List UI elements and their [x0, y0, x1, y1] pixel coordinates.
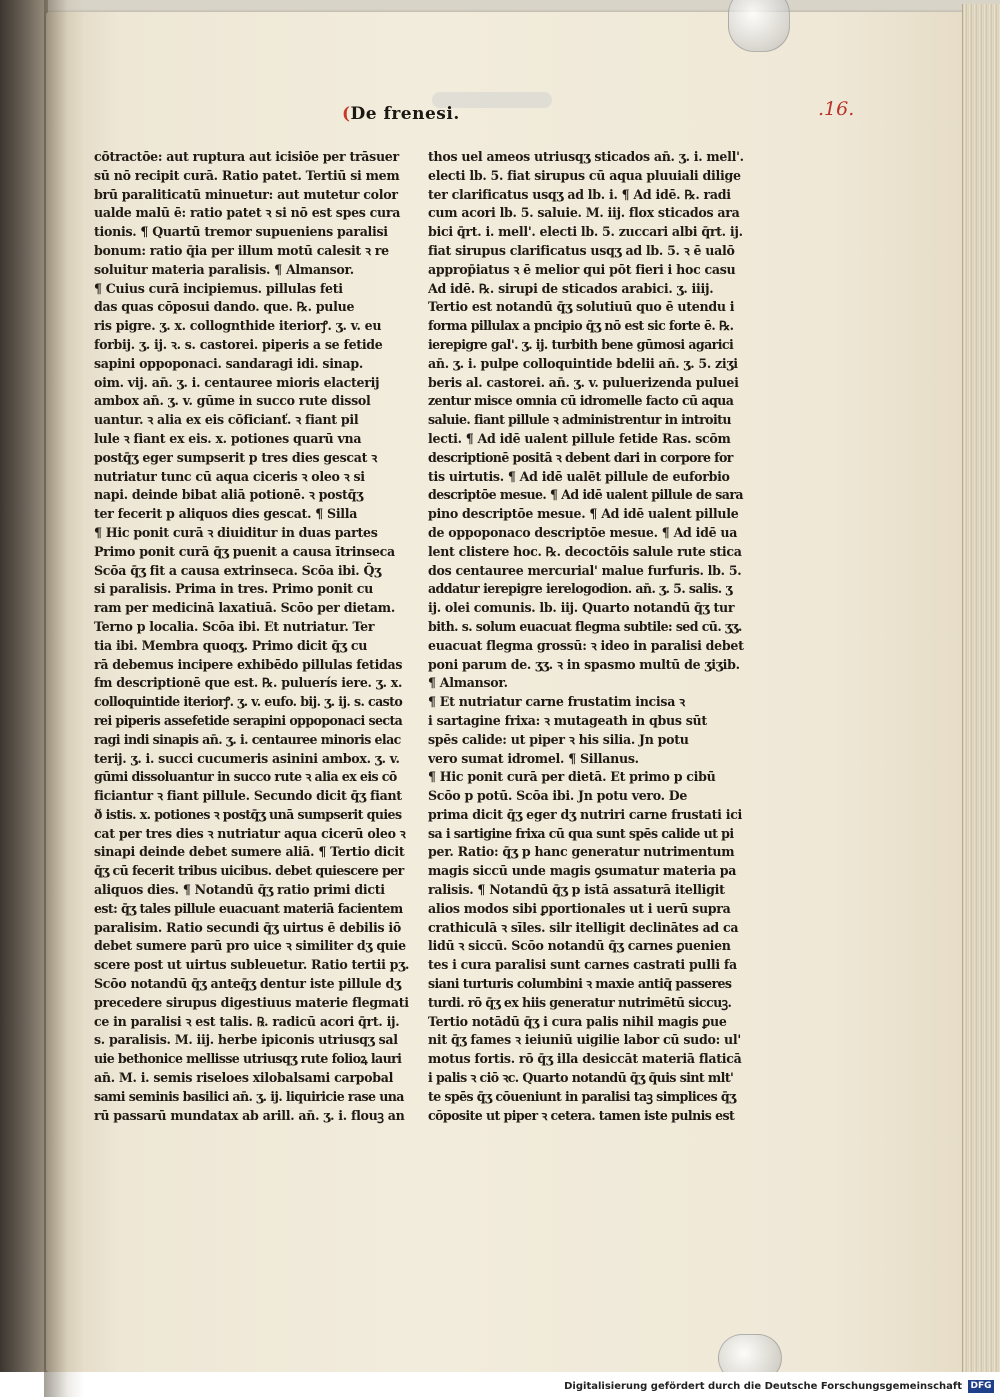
text-line: electi lb. 5. fiat sirupus cū aqua pluuiali dilige [428, 167, 741, 183]
text-line: per. Ratio: q̄ʒ p hanc generatur nutrimentum [428, 844, 735, 860]
text-line: tis uirtutis. ¶ Ad idē ualēt pillule de euforbio [428, 468, 730, 484]
text-line: ¶ Hic ponit curā per dietā. Et primo p cibū [428, 769, 716, 785]
text-line: magis siccū unde magis ꝯsumatur materia pa [428, 863, 737, 879]
text-line: nit q̄ʒ fames ꝛ ieiuniū uigilie labor cū sudo: ul' [428, 1032, 741, 1048]
text-line: turdi. rō q̄ʒ ex hiis generatur nutrimētū siccuꝫ. [428, 994, 732, 1010]
text-line: scere post ut uirtus subleuetur. Ratio tertii pʒ. [94, 957, 410, 973]
text-line: colloquintide iteriorꝭ. ʒ. v. eufo. bij. ʒ. ij. s. casto [94, 694, 403, 710]
text-line: ficiantur ꝛ fiant pillule. Secundo dicit q̄ʒ fiant [94, 788, 402, 804]
text-line: sa i sartigine frixa cū qua sunt spēs calide ut pi [428, 825, 734, 841]
text-line: lent clistere hoc. ℞. decoctōis salule rute stica [428, 543, 742, 559]
text-column-left [94, 148, 410, 1125]
text-line: debet sumere parū pro uice ꝛ similiter dʒ quie [94, 938, 406, 954]
text-line: Terno p localia. Scōa ibi. Et nutriatur. Ter [94, 618, 375, 634]
text-line: i palis ꝛ ciō ꝛc. Quarto notandū q̄ʒ q̄uis sint mlt' [428, 1070, 734, 1086]
text-line: uie bethonice mellisse utriusqʒ rute folioꝝ lauri [94, 1051, 402, 1067]
text-line: te spēs q̄ʒ cōueniunt in paralisi taꝫ simplices q̄ʒ [428, 1088, 736, 1104]
text-line: Scōo p potū. Scōa ibi. Jn potu vero. De [428, 788, 688, 804]
text-line: an̄. ʒ. i. pulpe colloquintide bdelii an̄. ʒ. 5. ziʒi [428, 355, 738, 371]
text-line: ð istis. x. potiones ꝛ postq̄ʒ unā sumpserit quies [94, 806, 402, 822]
text-line: sinapi deinde debet sumere aliā. ¶ Tertio dicit [94, 844, 405, 860]
text-line: de oppoponaco descriptōe mesue. ¶ Ad idē ua [428, 524, 738, 540]
text-line: ambox an̄. ʒ. v. gūme in succo rute dissol [94, 393, 371, 409]
text-line: fiat sirupus clarificatus usqʒ ad lb. 5. ꝛ ē ualō [428, 242, 735, 258]
text-line: Primo ponit curā q̄ʒ puenit a causa ītrinseca [94, 543, 395, 559]
text-line: si paralisis. Prima in tres. Primo ponit cu [94, 581, 374, 597]
text-line: Scōo notandū q̄ʒ anteq̄ʒ dentur iste pillule dʒ [94, 976, 401, 992]
text-line: precedere sirupus digestiuus materie flegmati [94, 994, 409, 1010]
text-line: addatur ierepigre ierelogodion. an̄. ʒ. 5. salis. ʒ [428, 581, 732, 597]
text-line: bici q̄rt. i. mell'. electi lb. 5. zuccari albi q̄rt. ij. [428, 224, 743, 240]
text-line: ¶ Cuius curā incipiemus. pillulas feti [94, 280, 343, 296]
text-line: gūmi dissoluantur in succo rute ꝛ alia ex eis cō [94, 769, 397, 785]
text-line: aliquos dies. ¶ Notandū q̄ʒ ratio primi dicti [94, 882, 385, 898]
text-line: terij. ʒ. i. succi cucumeris asinini ambox. ʒ. v. [94, 750, 400, 766]
text-line: rei piperis assefetide serapini oppoponaci secta [94, 712, 403, 728]
text-line: ralisis. ¶ Notandū q̄ʒ p istā assaturā itelligit [428, 882, 725, 898]
text-line: sapini oppoponaci. sandaragi idi. sinap. [94, 355, 363, 371]
text-line: das quas cōposui dando. que. ℞. pulue [94, 299, 355, 315]
text-column-right [428, 148, 744, 1125]
text-line: zentur misce omnia cū idromelle facto cū aqua [428, 393, 734, 409]
text-line: Ad idē. ℞. sirupi de sticados arabici. ʒ. iiij. [428, 280, 714, 296]
folio-number: .16. [818, 98, 855, 120]
text-line: Tertio est notandū q̄ʒ solutiuū quo ē utendu i [428, 299, 735, 315]
text-line: s. paralisis. M. iij. herbe ipiconis utriusqʒ sal [94, 1032, 398, 1048]
text-line: an̄. M. i. semis riseloes xilobalsami carpobal [94, 1070, 394, 1086]
text-line: ualde malū ē: ratio patet ꝛ si nō est spes cura [94, 205, 401, 221]
text-line: motus fortis. rō q̄ʒ illa desiccāt materiā flaticā [428, 1051, 742, 1067]
text-line: vero sumat idromel. ¶ Sillanus. [428, 750, 639, 766]
text-line: pino descriptōe mesue. ¶ Ad idē ualent pillule [428, 506, 739, 522]
text-line: cat per tres dies ꝛ nutriatur aqua cicerū oleo ꝛ [94, 825, 406, 841]
text-line: thos uel ameos utriusqʒ sticados an̄. ʒ. i. mell'. [428, 149, 744, 164]
text-line: sū nō recipit curā. Ratio patet. Tertiū si mem [94, 167, 400, 183]
running-title [342, 104, 460, 124]
text-line: q̄ʒ cū fecerit tribus uicibus. debet quiescere per [94, 863, 404, 879]
text-line: ¶ Et nutriatur carne frustatim incisa ꝛ [428, 694, 685, 710]
text-line: lidū ꝛ siccū. Scōo notandū q̄ʒ carnes ꝑuenien [428, 938, 731, 954]
text-line: prima dicit q̄ʒ eger dʒ nutriri carne frustati ici [428, 806, 743, 822]
text-line: bonum: ratio q̄ia per illum motū calesit ꝛ re [94, 242, 389, 258]
text-line: i sartagine frixa: ꝛ mutageath in qbus sūt [428, 712, 707, 728]
text-line: ierepigre gal'. ʒ. ij. turbith bene gūmosi agarici [428, 336, 734, 352]
text-line: cum acori lb. 5. saluie. M. iij. flox sticados ara [428, 205, 740, 221]
running-title-text: De frenesi. [350, 104, 460, 124]
text-line: nutriatur tunc cū aqua ciceris ꝛ oleo ꝛ si [94, 468, 365, 484]
text-line: descriptionē positā ꝛ debent dari in corpore for [428, 449, 733, 465]
text-line: ce in paralisi ꝛ est talis. ℞. radicū acori q̄rt. ij. [94, 1013, 400, 1029]
text-line: forma pillulax a pncipio q̄ʒ nō est sic forte ē. ℞. [428, 318, 734, 334]
text-line: napi. deinde bibat aliā potionē. ꝛ postq̄ʒ [94, 487, 363, 503]
text-line: cōposite ut piper ꝛ cetera. tamen iste pulnis est [428, 1107, 735, 1123]
text-line: ter fecerit p aliquos dies gescat. ¶ Silla [94, 506, 358, 522]
text-line: spēs calide: ut piper ꝛ his silia. Jn potu [428, 731, 689, 747]
text-line: approp̄iatus ꝛ ē melior qui pōt fieri i hoc casu [428, 261, 736, 277]
book-cover-edge [0, 0, 48, 1397]
text-line: ter clarificatus usqʒ ad lb. i. ¶ Ad idē. ℞. radi [428, 186, 731, 202]
text-line: euacuat flegma grossū: ꝛ ideo in paralisi debet [428, 637, 744, 653]
text-line: sami seminis basilici an̄. ʒ. ij. liquiricie rase una [94, 1088, 404, 1104]
text-line: forbij. ʒ. ij. ꝛ. s. castorei. piperis a se fetide [94, 336, 383, 352]
text-line: oim. vij. an̄. ʒ. i. centauree mioris elacterij [94, 374, 380, 390]
text-line: descriptōe mesue. ¶ Ad idē ualent pillule de sara [428, 487, 743, 503]
text-line: ram per medicinā laxatiuā. Scōo per dietam. [94, 600, 395, 616]
text-line: tes i cura paralisi sunt carnes castrati pulli fa [428, 957, 737, 973]
text-line: Scōa q̄ʒ fit a causa extrinseca. Scōa ibi. Q̄ʒ [94, 562, 382, 578]
text-line: lecti. ¶ Ad idē ualent pillule fetide Ras. scōm [428, 430, 731, 446]
text-line: poni parum de. ʒʒ. ꝛ in spasmo multū de ʒiʒib. [428, 656, 740, 672]
text-line: tia ibi. Membra quoqʒ. Primo dicit q̄ʒ cu [94, 637, 368, 653]
text-line: rū passarū mundatax ab arill. an̄. ʒ. i. flouꝫ an [94, 1107, 405, 1123]
text-line: ¶ Hic ponit curā ꝛ diuiditur in duas partes [94, 524, 378, 540]
text-line: siani turturis columbini ꝛ maxie antiq̄ passeres [428, 976, 732, 992]
text-line: lule ꝛ fiant ex eis. x. potiones quarū vna [94, 430, 362, 446]
text-line: fm descriptionē que est. ℞. puluerís iere. ʒ. x. [94, 675, 403, 691]
page-stack-edge [962, 4, 1000, 1382]
text-line: tionis. ¶ Quartū tremor supueniens paralisi [94, 224, 388, 240]
text-line: uantur. ꝛ alia ex eis cōficianť. ꝛ fiant pil [94, 412, 359, 428]
text-line: beris al. castorei. an̄. ʒ. v. puluerizenda puluei [428, 374, 739, 390]
text-line: est: q̄ʒ tales pillule euacuant materiā facientem [94, 900, 403, 916]
text-line: Tertio notādū q̄ʒ i cura palis nihil magis ꝑue [428, 1013, 727, 1029]
text-line: cōtractōe: aut ruptura aut icisiōe per trāsuer [94, 149, 399, 164]
text-line: rā debemus incipere exhibēdo pillulas fetidas [94, 656, 403, 672]
dfg-logo: DFG [968, 1380, 994, 1393]
text-line: saluie. fiant pillule ꝛ administrentur in introitu [428, 412, 731, 428]
gutter-shadow [44, 0, 84, 1397]
text-line: paralisim. Ratio secundi q̄ʒ uirtus ē debilis iō [94, 919, 401, 935]
text-line: ragi indi sinapis an̄. ʒ. i. centauree minoris elac [94, 731, 401, 747]
text-line: soluitur materia paralisis. ¶ Almansor. [94, 261, 354, 277]
text-line: dos centauree mercurial' malue furfuris. lb. 5. [428, 562, 742, 578]
text-line: ris pigre. ʒ. x. collognthide iteriorꝭ. ʒ. v. eu [94, 318, 382, 334]
text-line: postq̄ʒ eger sumpserit p tres dies gescat ꝛ [94, 449, 377, 465]
text-line: bith. s. solum euacuat flegma subtile: sed cū. ʒʒ. [428, 618, 742, 634]
text-line: crathiculā ꝛ sīles. silr itelligit declinātes ad ca [428, 919, 739, 935]
text-line: alios modos sibi ꝑportionales ut i uerū supra [428, 900, 731, 916]
text-line: ¶ Almansor. [428, 675, 508, 691]
digitization-credit: Digitalisierung gefördert durch die Deutsche Forschungsgemeinschaft [564, 1381, 962, 1392]
text-line: ij. olei comunis. lb. iij. Quarto notandū q̄ʒ tur [428, 600, 735, 616]
paragraph-mark-icon: ( [342, 104, 351, 124]
page-clip-top [728, 0, 790, 52]
text-line: brū paraliticatū minuetur: aut mutetur color [94, 186, 398, 202]
